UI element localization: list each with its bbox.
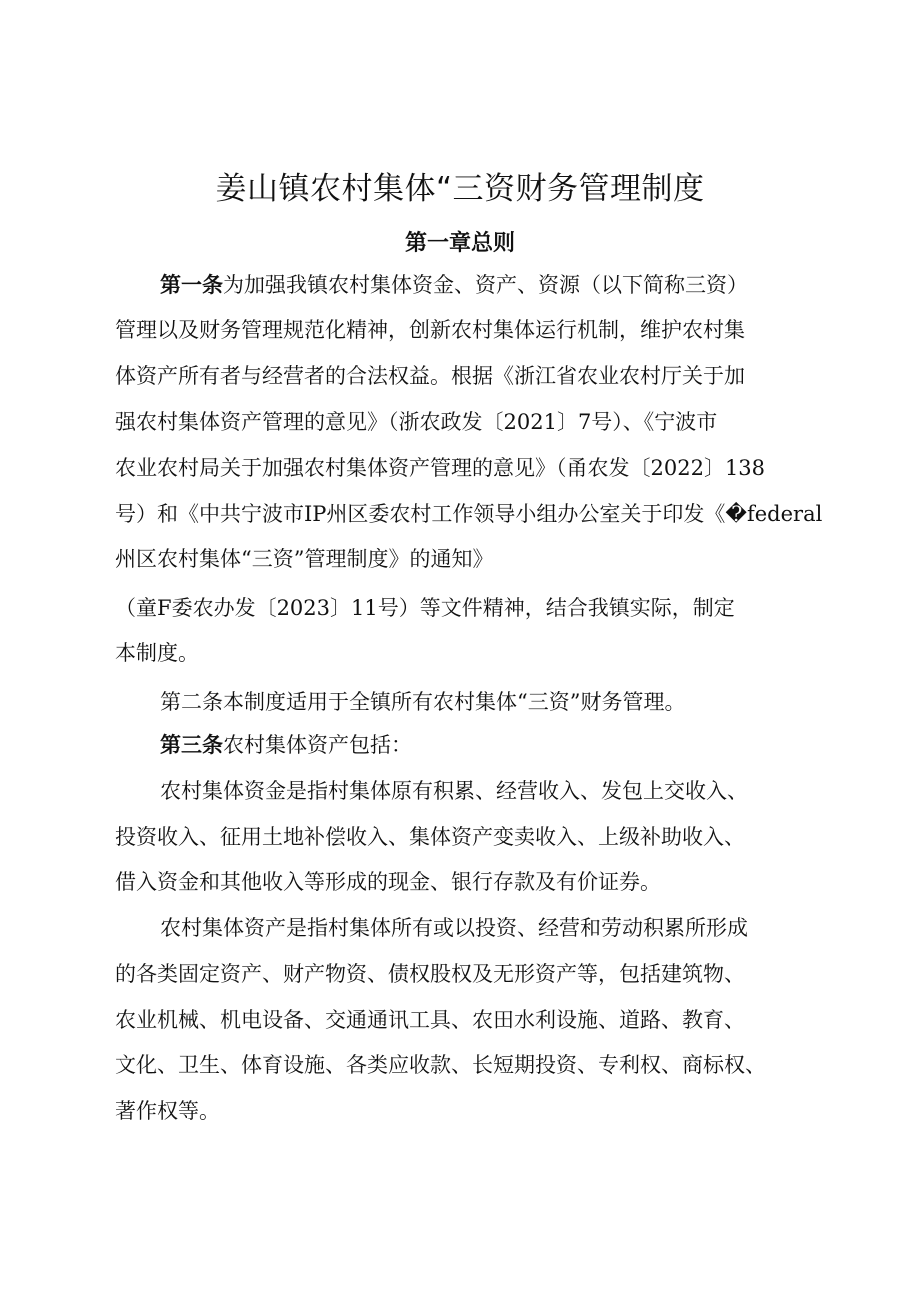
article1-line-7: 州区农村集体“三资”管理制度》的通知》 — [115, 547, 494, 571]
article3-text: 农村集体资产包括： — [223, 733, 412, 757]
article3-label: 第三条 — [160, 733, 223, 757]
chapter-heading: 第一章总则 — [404, 231, 515, 256]
article1-label: 第一条 — [160, 273, 223, 297]
article2-text: 第二条本制度适用于全镇所有农村集体“三资”财务管理。 — [160, 690, 686, 714]
article3-line — [160, 730, 412, 760]
assets-line-1: 农村集体资产是指村集体所有或以投资、经营和劳动积累所形成 — [160, 916, 748, 940]
article1-line-3: 体资产所有者与经营者的合法权益。根据《浙江省农业农村厅关于加 — [115, 364, 745, 388]
article1-line-4: 强农村集体资产管理的意见》（浙农政发〔2021〕7号）、《宁波市 — [115, 410, 718, 434]
article1-line-2: 管理以及财务管理规范化精神，创新农村集体运行机制，维护农村集 — [115, 318, 745, 342]
article1-line-8: （童F委农办发〔2023〕11号）等文件精神，结合我镇实际，制定 — [115, 596, 735, 620]
article1-line-6: 号）和《中共宁波市IP州区委农村工作领导小组办公室关于印发《�federal — [115, 502, 823, 526]
assets-line-3: 农业机械、机电设备、交通通讯工具、农田水利设施、道路、教育、 — [115, 1008, 745, 1032]
funds-line-2: 投资收入、征用土地补偿收入、集体资产变卖收入、上级补助收入、 — [115, 825, 745, 849]
assets-line-4: 文化、卫生、体育设施、各类应收款、长短期投资、专利权、商标权、 — [115, 1053, 766, 1077]
funds-line-3: 借入资金和其他收入等形成的现金、银行存款及有价证券。 — [115, 870, 661, 894]
article1-text-1: 为加强我镇农村集体资金、资产、资源（以下简称三资） — [223, 273, 748, 297]
article1-line-1 — [160, 270, 748, 300]
article1-line-9: 本制度。 — [115, 641, 199, 665]
article1-line-5: 农业农村局关于加强农村集体资产管理的意见》（甬农发〔2022〕138 — [115, 456, 766, 480]
assets-line-5: 著作权等。 — [115, 1099, 220, 1123]
funds-line-1: 农村集体资金是指村集体原有积累、经营收入、发包上交收入、 — [160, 779, 748, 803]
assets-line-2: 的各类固定资产、财产物资、债权股权及无形资产等，包括建筑物、 — [115, 962, 745, 986]
document-title: 姜山镇农村集体“三资财务管理制度 — [215, 171, 705, 207]
